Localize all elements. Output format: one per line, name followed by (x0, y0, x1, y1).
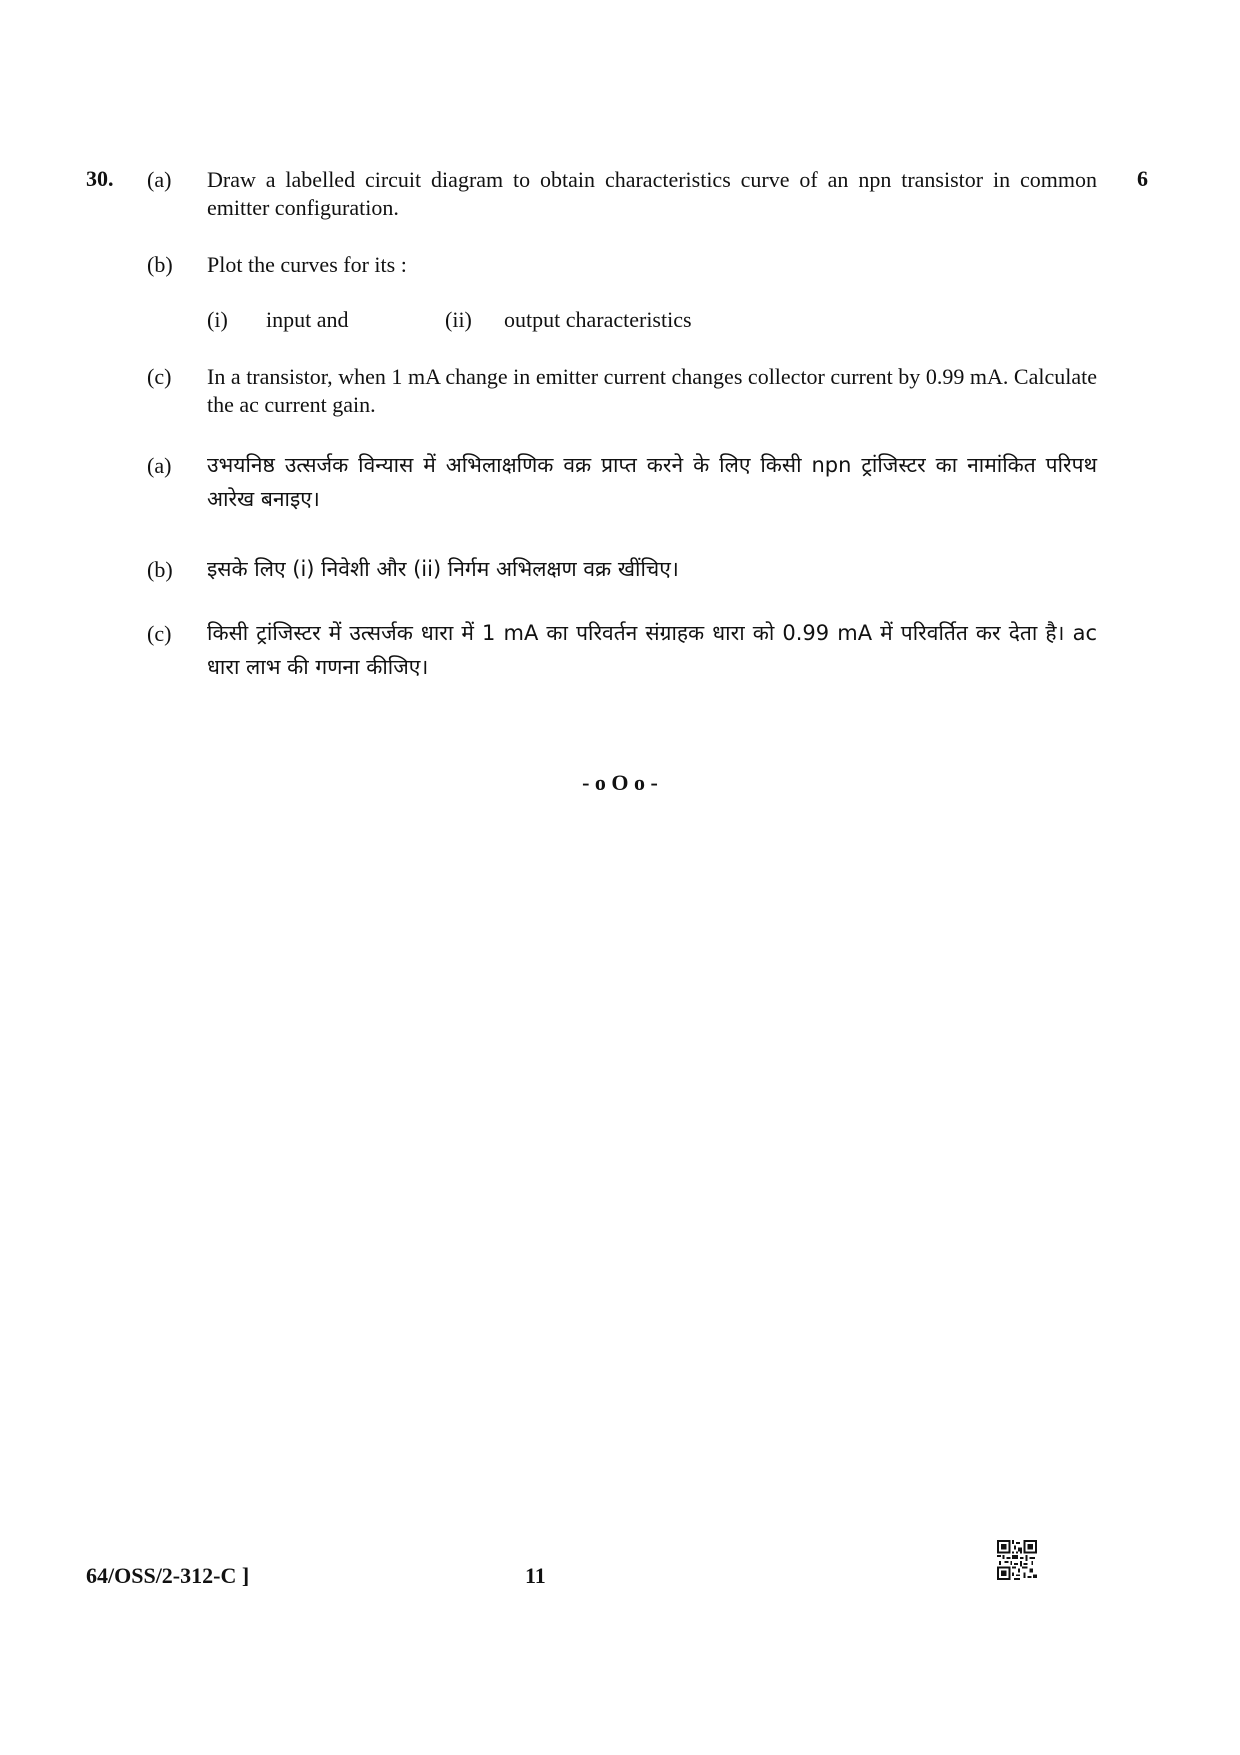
part-label: (c) (147, 621, 172, 646)
part-label: (b) (147, 252, 173, 277)
subpart-label-i: (i) (207, 307, 228, 332)
part-text: इसके लिए (i) निवेशी और (ii) निर्गम अभिलक्षण वक्र खींचिए। (207, 557, 679, 581)
part-text: In a transistor, when 1 mA change in emitter current changes collector current by 0.99 mA. Calculate the ac current gain. (207, 364, 1097, 417)
part-text: उभयनिष्ठ उत्सर्जक विन्यास में अभिलाक्षणिक वक्र प्राप्त करने के लिए किसी npn ट्रांजिस्टर का नामांकित परिपथ आरेख बनाइए। (207, 453, 1097, 511)
end-of-paper-mark: - o O o - (582, 770, 658, 795)
question-marks: 6 (1137, 166, 1148, 191)
part-text: Draw a labelled circuit diagram to obtain characteristics curve of an npn transistor in common emitter configuration. (207, 167, 1097, 220)
part-text: Plot the curves for its : (207, 252, 407, 277)
part-label: (a) (147, 167, 172, 192)
qr-code-icon (997, 1540, 1037, 1580)
subpart-text-i: input and (266, 307, 349, 332)
subpart-label-ii: (ii) (445, 307, 472, 332)
paper-code: 64/OSS/2-312-C ] (86, 1563, 250, 1588)
part-label: (c) (147, 364, 172, 389)
question-number: 30. (86, 166, 114, 191)
part-label: (a) (147, 453, 172, 478)
part-text: किसी ट्रांजिस्टर में उत्सर्जक धारा में 1 mA का परिवर्तन संग्राहक धारा को 0.99 mA में परिवर्तित कर देता है। ac धारा लाभ की गणना कीजिए। (207, 621, 1097, 679)
page-number: 11 (525, 1563, 546, 1588)
subpart-text-ii: output characteristics (504, 307, 692, 332)
part-label: (b) (147, 557, 173, 582)
